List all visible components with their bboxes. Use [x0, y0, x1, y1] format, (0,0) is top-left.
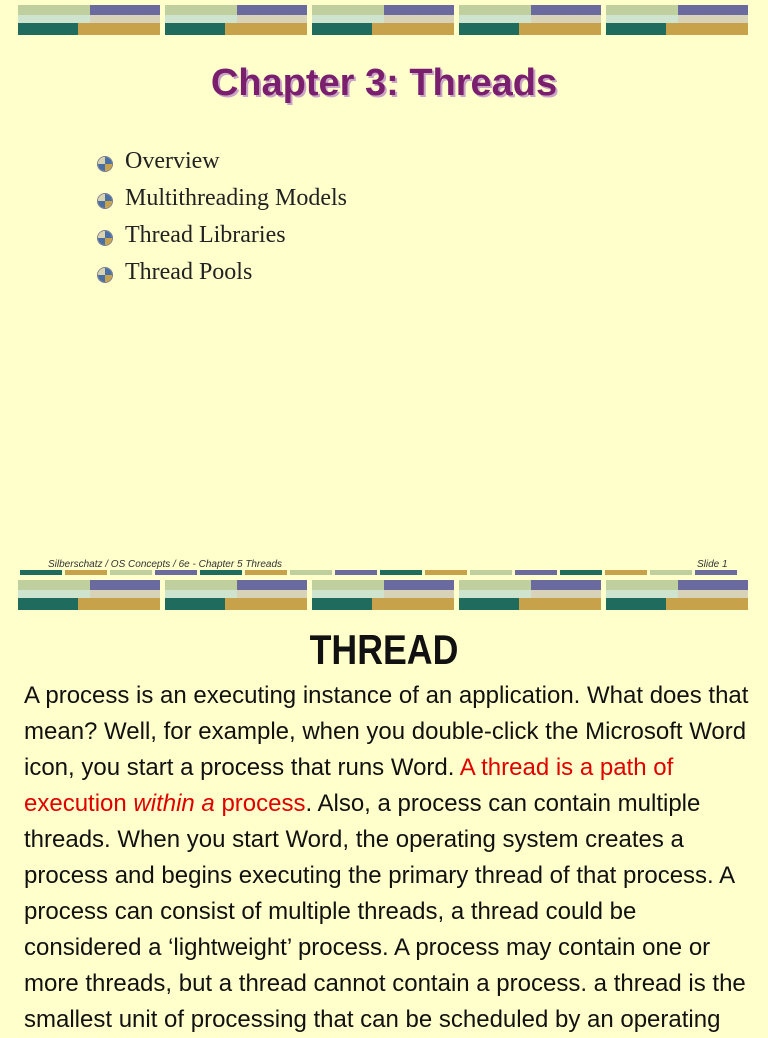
banner-tile — [312, 580, 454, 610]
banner-segment — [384, 5, 454, 15]
slide1-footer-slide-number: Slide 1 — [697, 559, 728, 570]
banner-segment — [18, 5, 90, 15]
banner-segment — [666, 23, 748, 35]
banner-segment — [312, 15, 384, 23]
banner-segment — [531, 590, 601, 598]
body-highlight-italic: within a — [133, 790, 215, 817]
banner-segment — [678, 5, 748, 15]
banner-segment — [237, 15, 307, 23]
banner-segment — [312, 5, 384, 15]
banner-tile — [165, 580, 307, 610]
slide1-footer-source: Silberschatz / OS Concepts / 6e - Chapter 5 Threads — [48, 559, 282, 570]
pie-bullet-icon — [98, 194, 112, 208]
banner-segment — [237, 590, 307, 598]
pie-bullet-icon — [98, 231, 112, 245]
footer-strip-segment — [335, 570, 377, 575]
slide2-body-paragraph — [24, 678, 760, 1038]
footer-strip-segment — [20, 570, 62, 575]
banner-segment — [90, 580, 160, 590]
pie-bullet-icon — [98, 157, 112, 171]
body-highlight-text: A thread is a path of execution — [24, 754, 674, 817]
banner-segment — [606, 23, 666, 35]
banner-segment — [165, 598, 225, 610]
banner-segment — [18, 23, 78, 35]
banner-segment — [165, 580, 237, 590]
body-text-part2: . Also, a process can contain multiple threads. When you start Word, the operating system creates a process and begins executing the primary thread of that process. A process can consist of multiple threads, a thread could be considered a ‘lightweight’ process. A process may contain one or more threads, but a thread cannot contain a process. a thread is the smallest unit of processing that can be scheduled by an operating — [24, 790, 746, 1033]
banner-segment — [606, 5, 678, 15]
banner-tile — [606, 5, 748, 35]
banner-segment — [666, 598, 748, 610]
banner-segment — [459, 15, 531, 23]
banner-segment — [459, 23, 519, 35]
banner-segment — [90, 590, 160, 598]
footer-strip-segment — [695, 570, 737, 575]
banner-segment — [531, 5, 601, 15]
footer-strip-segment — [605, 570, 647, 575]
footer-strip-segment — [200, 570, 242, 575]
banner-segment — [519, 23, 601, 35]
banner-segment — [312, 590, 384, 598]
bullet-label: Overview — [125, 148, 220, 174]
banner-segment — [18, 590, 90, 598]
banner-segment — [312, 23, 372, 35]
slide2-top-banner — [0, 580, 768, 610]
slide1-top-banner — [0, 5, 768, 35]
banner-segment — [606, 15, 678, 23]
slide2-title: THREAD — [309, 626, 459, 673]
banner-segment — [678, 15, 748, 23]
footer-strip-segment — [290, 570, 332, 575]
footer-strip-segment — [470, 570, 512, 575]
banner-segment — [165, 23, 225, 35]
banner-segment — [459, 590, 531, 598]
banner-segment — [90, 15, 160, 23]
footer-strip-segment — [155, 570, 197, 575]
banner-tile — [165, 5, 307, 35]
slide1-title: Chapter 3: Threads — [210, 62, 558, 104]
banner-segment — [606, 590, 678, 598]
bullet-item — [98, 222, 347, 259]
pie-bullet-icon — [98, 268, 112, 282]
banner-tile — [18, 580, 160, 610]
footer-strip-segment — [560, 570, 602, 575]
bullet-item — [98, 259, 347, 296]
body-highlight-text-end: process — [214, 790, 306, 817]
body-text-part1: A process is an executing instance of an application. What does that mean? Well, for example, when you double-click the Microsoft Word icon, you start a process that runs Word. — [24, 682, 749, 781]
banner-segment — [606, 598, 666, 610]
footer-strip-segment — [650, 570, 692, 575]
banner-segment — [384, 580, 454, 590]
banner-segment — [90, 5, 160, 15]
banner-segment — [372, 598, 454, 610]
banner-segment — [78, 598, 160, 610]
footer-strip-segment — [380, 570, 422, 575]
bullet-label: Thread Pools — [125, 259, 253, 285]
banner-segment — [78, 23, 160, 35]
banner-tile — [18, 5, 160, 35]
slide1-bullet-list — [98, 148, 347, 296]
banner-segment — [18, 580, 90, 590]
banner-segment — [372, 23, 454, 35]
banner-segment — [519, 598, 601, 610]
banner-segment — [237, 5, 307, 15]
banner-segment — [165, 590, 237, 598]
bullet-label: Multithreading Models — [125, 185, 347, 211]
banner-segment — [531, 580, 601, 590]
banner-segment — [18, 598, 78, 610]
banner-segment — [384, 15, 454, 23]
banner-segment — [237, 580, 307, 590]
banner-tile — [459, 5, 601, 35]
banner-segment — [459, 5, 531, 15]
banner-segment — [165, 5, 237, 15]
banner-segment — [225, 23, 307, 35]
banner-segment — [384, 590, 454, 598]
banner-tile — [606, 580, 748, 610]
footer-strip-segment — [65, 570, 107, 575]
footer-strip-segment — [245, 570, 287, 575]
banner-segment — [165, 15, 237, 23]
footer-strip-segment — [425, 570, 467, 575]
banner-segment — [531, 15, 601, 23]
banner-segment — [678, 590, 748, 598]
bullet-label: Thread Libraries — [125, 222, 286, 248]
bullet-item — [98, 185, 347, 222]
footer-strip-segment — [515, 570, 557, 575]
banner-segment — [606, 580, 678, 590]
banner-segment — [678, 580, 748, 590]
banner-segment — [459, 598, 519, 610]
footer-strip-segment — [110, 570, 152, 575]
banner-tile — [459, 580, 601, 610]
banner-segment — [225, 598, 307, 610]
banner-tile — [312, 5, 454, 35]
banner-segment — [18, 15, 90, 23]
slide1-footer-strip — [20, 570, 740, 575]
bullet-item — [98, 148, 347, 185]
banner-segment — [312, 580, 384, 590]
banner-segment — [459, 580, 531, 590]
banner-segment — [312, 598, 372, 610]
